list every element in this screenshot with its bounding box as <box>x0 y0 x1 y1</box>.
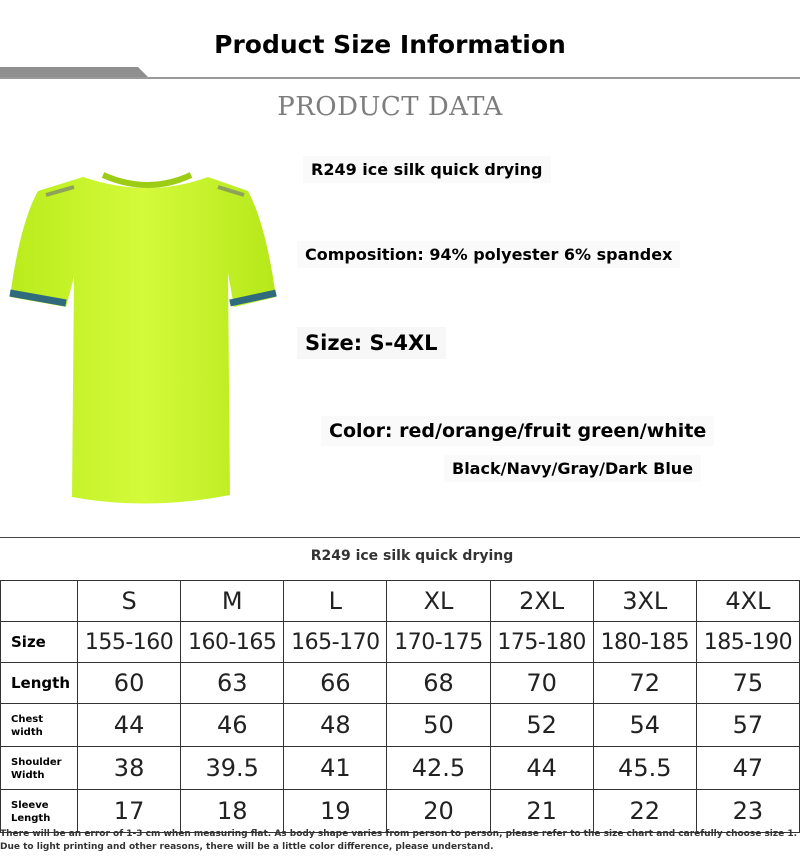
row-label-line: width <box>11 727 43 738</box>
table-cell: 17 <box>78 790 181 833</box>
size-header: 3XL <box>593 581 696 622</box>
size-header: S <box>78 581 181 622</box>
size-header: 4XL <box>696 581 799 622</box>
size-header: M <box>181 581 284 622</box>
table-row <box>1 747 800 790</box>
table-cell: 41 <box>284 747 387 790</box>
table-cell: 52 <box>490 704 593 747</box>
table-cell: 185-190 <box>696 622 799 663</box>
table-cell: 39.5 <box>181 747 284 790</box>
row-label <box>1 704 78 747</box>
table-cell: 63 <box>181 663 284 704</box>
table-top-border <box>0 537 800 538</box>
table-row <box>1 790 800 833</box>
table-row <box>1 622 800 663</box>
table-cell: 22 <box>593 790 696 833</box>
row-label <box>1 790 78 833</box>
size-header-row <box>1 581 800 622</box>
table-cell: 23 <box>696 790 799 833</box>
table-cell: 180-185 <box>593 622 696 663</box>
header-divider <box>0 77 800 79</box>
product-colors: Color: red/orange/fruit green/white <box>321 416 714 446</box>
table-cell: 155-160 <box>78 622 181 663</box>
product-size-range: Size: S-4XL <box>297 327 446 359</box>
row-label-line: Shoulder <box>11 757 62 768</box>
tshirt-icon <box>8 165 278 510</box>
table-cell: 50 <box>387 704 490 747</box>
row-label: Size <box>1 622 78 663</box>
size-header: XL <box>387 581 490 622</box>
row-label-line: Sleeve <box>11 800 49 811</box>
size-header: L <box>284 581 387 622</box>
row-label: Length <box>1 663 78 704</box>
table-cell: 45.5 <box>593 747 696 790</box>
table-caption: R249 ice silk quick drying <box>310 548 514 564</box>
table-cell: 68 <box>387 663 490 704</box>
table-cell: 38 <box>78 747 181 790</box>
page-title: Product Size Information <box>214 30 566 59</box>
table-cell: 160-165 <box>181 622 284 663</box>
size-chart-table <box>0 580 800 833</box>
row-label-line: Width <box>11 770 45 781</box>
table-cell: 175-180 <box>490 622 593 663</box>
size-header: 2XL <box>490 581 593 622</box>
table-cell: 47 <box>696 747 799 790</box>
table-cell: 48 <box>284 704 387 747</box>
table-cell: 60 <box>78 663 181 704</box>
row-label <box>1 747 78 790</box>
row-label-line: Length <box>11 813 51 824</box>
table-cell: 54 <box>593 704 696 747</box>
table-row <box>1 704 800 747</box>
table-cell: 170-175 <box>387 622 490 663</box>
row-label-line: Chest <box>11 714 43 725</box>
table-cell: 44 <box>490 747 593 790</box>
product-model: R249 ice silk quick drying <box>303 156 551 183</box>
corner-cell <box>1 581 78 622</box>
product-composition: Composition: 94% polyester 6% spandex <box>297 241 680 268</box>
table-cell: 19 <box>284 790 387 833</box>
table-row <box>1 663 800 704</box>
table-cell: 165-170 <box>284 622 387 663</box>
table-cell: 44 <box>78 704 181 747</box>
table-cell: 75 <box>696 663 799 704</box>
section-title: PRODUCT DATA <box>277 92 503 122</box>
table-cell: 72 <box>593 663 696 704</box>
table-cell: 21 <box>490 790 593 833</box>
measurement-note: There will be an error of 1-3 cm when measuring flat. As body shape varies from person to person, please refer to the size chart and carefully choose size 1. Due to light printing and other reasons, there will be a little color difference, please understand. <box>0 829 798 852</box>
table-cell: 70 <box>490 663 593 704</box>
table-cell: 46 <box>181 704 284 747</box>
table-cell: 66 <box>284 663 387 704</box>
table-cell: 18 <box>181 790 284 833</box>
shirt-body <box>10 177 276 504</box>
shirt-collar <box>103 175 191 185</box>
table-cell: 20 <box>387 790 490 833</box>
table-cell: 42.5 <box>387 747 490 790</box>
table-cell: 57 <box>696 704 799 747</box>
product-colors-extra: Black/Navy/Gray/Dark Blue <box>444 455 701 482</box>
